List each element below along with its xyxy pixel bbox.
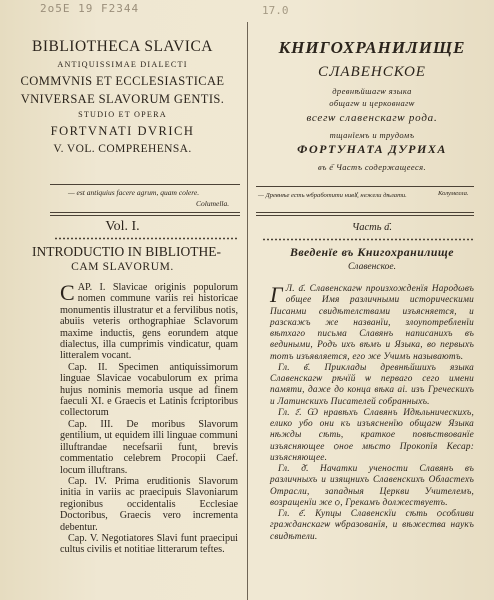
- latin-subtitle-3: VNIVERSAE SLAVORUM GENTIS.: [20, 92, 225, 106]
- slavonic-motto-author: Колумелла.: [438, 190, 469, 197]
- latin-author: FORTVNATI DVRICH: [50, 124, 195, 138]
- handwritten-note: 2o5E 19 F2344: [40, 2, 140, 15]
- slavonic-subtitle-3: всегѡ славенскагѡ рода.: [306, 112, 438, 124]
- latin-paragraph: Cap. V. Negotiatores Slavi funt praecipui cultus civilis et notitiae litterarum teftes.: [60, 532, 238, 556]
- slavonic-volume: въ е҃ Частъ содержащееся.: [317, 162, 427, 172]
- latin-dotted-rule: [54, 237, 238, 240]
- latin-paragraph: AP. I. Slavicae originis populorum nomen commune variis rei historicae monumentis illustratur et a fervilibus notis, abuiis veteris orthographiae Sclavorum maxime inductis, gens eorundem atque dialectus, illa cumprimis vindicatur, quam litteralem vocant.: [60, 282, 238, 362]
- slavonic-subtitle-4: тщанїемъ и трудомъ: [329, 130, 415, 140]
- latin-vol-heading: Vol. I.: [105, 219, 140, 234]
- slavonic-paragraph: Гл. в҃. Приклады древнѣйшихъ языка Славенскагѡ рѣчїй ѡ перваго сего имени памяти, даже до конца вѣка аі. изъ Греческихъ и Латинскихъ Писателей собранныхъ.: [270, 362, 474, 407]
- latin-paragraph: Cap. III. De moribus Slavorum gentilium, ut equidem illi linguae communi illuftrandae necefsarii funt, brevis commentatio celebrem Procopii Caef. locum illuftrans.: [60, 418, 238, 476]
- latin-rule-double: [50, 212, 240, 216]
- latin-subtitle-4: STUDIO ET OPERA: [78, 110, 167, 119]
- slavonic-author: ФОРТУНАТА ДУРИХА: [297, 142, 447, 156]
- latin-subtitle-1: ANTIQUISSIMAE DIALECTI: [57, 60, 188, 69]
- slavonic-rule-top: [256, 186, 474, 187]
- slavonic-motto: — Древнѣе есть ѡбработити нивꙋ, нежели дѣлати.: [258, 192, 407, 199]
- latin-motto-author: Columella.: [196, 199, 230, 208]
- slavonic-paragraph: Гл. е҃. Купцы Славенскїи сѣть ѻсобливи гражданскагѡ ѡбразованїя, и вѣжества наукъ свидѣтели.: [270, 509, 474, 542]
- latin-section-title-1: INTRODUCTIO IN BIBLIOTHE-: [32, 244, 221, 259]
- latin-title: BIBLIOTHECA SLAVICA: [31, 38, 213, 55]
- latin-motto: — est antiquius facere agrum, quam colere.: [68, 188, 200, 197]
- latin-subtitle-2: COMMVNIS ET ECCLESIASTICAE: [20, 74, 225, 88]
- column-divider: [247, 22, 248, 600]
- latin-body: [60, 282, 238, 556]
- slavonic-section-title-2: Славенское.: [347, 262, 397, 272]
- slavonic-dotted-rule: [262, 238, 474, 241]
- slavonic-part-heading: Часть а҃.: [351, 222, 392, 233]
- slavonic-rule-double: [256, 212, 474, 216]
- latin-paragraph: Cap. II. Specimen antiquissimorum linguae Slavicae vocabulorum ex prima hujus nominis memoria usque ad finem faeculi XI. e Graecis et Latinis fcriptoribus collectorum: [60, 361, 238, 419]
- slavonic-paragraph: Л. а҃. Славенскагѡ произхожденїя Народωвъ общее Имя различными историческими Писанми свидѣтелствами изъясняется, и разскажъ же названїи, злоупотребленїи вѣтхаго письма Славянъ написанихъ въ ведиными, Родъ ихъ вѣмъ и Языка, во первыхъ тотъ изъявляется, его же Учимъ называютъ.: [270, 284, 474, 362]
- slavonic-column: [250, 0, 494, 600]
- slavonic-title: КНИГОХРАНИЛИЩЕ: [278, 38, 466, 57]
- slavonic-dropcap: Г: [270, 282, 283, 307]
- slavonic-paragraph: Гл. г҃. Ѡ нравѣхъ Славянъ Идѣльническихъ, елико убо они къ изъясненїю общагѡ Языка нѣжды сѣть, краткое повѣствованїе изъясняющее ѻное мѣсто Прокопїя Кесар: изъясняющее.: [270, 407, 474, 463]
- slavonic-subtitle: СЛАВЕНСКОЕ: [318, 64, 426, 80]
- latin-rule-top: [50, 184, 240, 185]
- slavonic-paragraph: Гл. д҃. Начатки учености Славянъ въ различныхъ и изящнихъ Славенскихъ Областехъ Отрасли, западныя Церкви Учителемъ, возращенїи же ѻ, Грекамъ должествуетъ.: [270, 464, 474, 508]
- slavonic-subtitle-2: общагѡ и церковнагѡ: [329, 98, 415, 108]
- latin-dropcap: C: [60, 280, 75, 305]
- slavonic-body: [270, 284, 474, 543]
- latin-paragraph: Cap. IV. Prima eruditionis Slavorum initia in variis ac praecipuis Slavoniarum regionibus occidentalis Ecclesiae Doctoribus, Graecis vero incrementa debentur.: [60, 475, 238, 533]
- slavonic-subtitle-1: древнѣйшагѡ языка: [332, 86, 412, 96]
- latin-section-title-2: CAM SLAVORUM.: [71, 261, 174, 273]
- slavonic-section-title-1: Введенїе въ Книгохранилище: [290, 245, 454, 259]
- handwritten-note-right: 17.0: [262, 4, 289, 17]
- latin-volume: V. VOL. COMPREHENSA.: [53, 143, 192, 155]
- latin-column: [0, 0, 245, 600]
